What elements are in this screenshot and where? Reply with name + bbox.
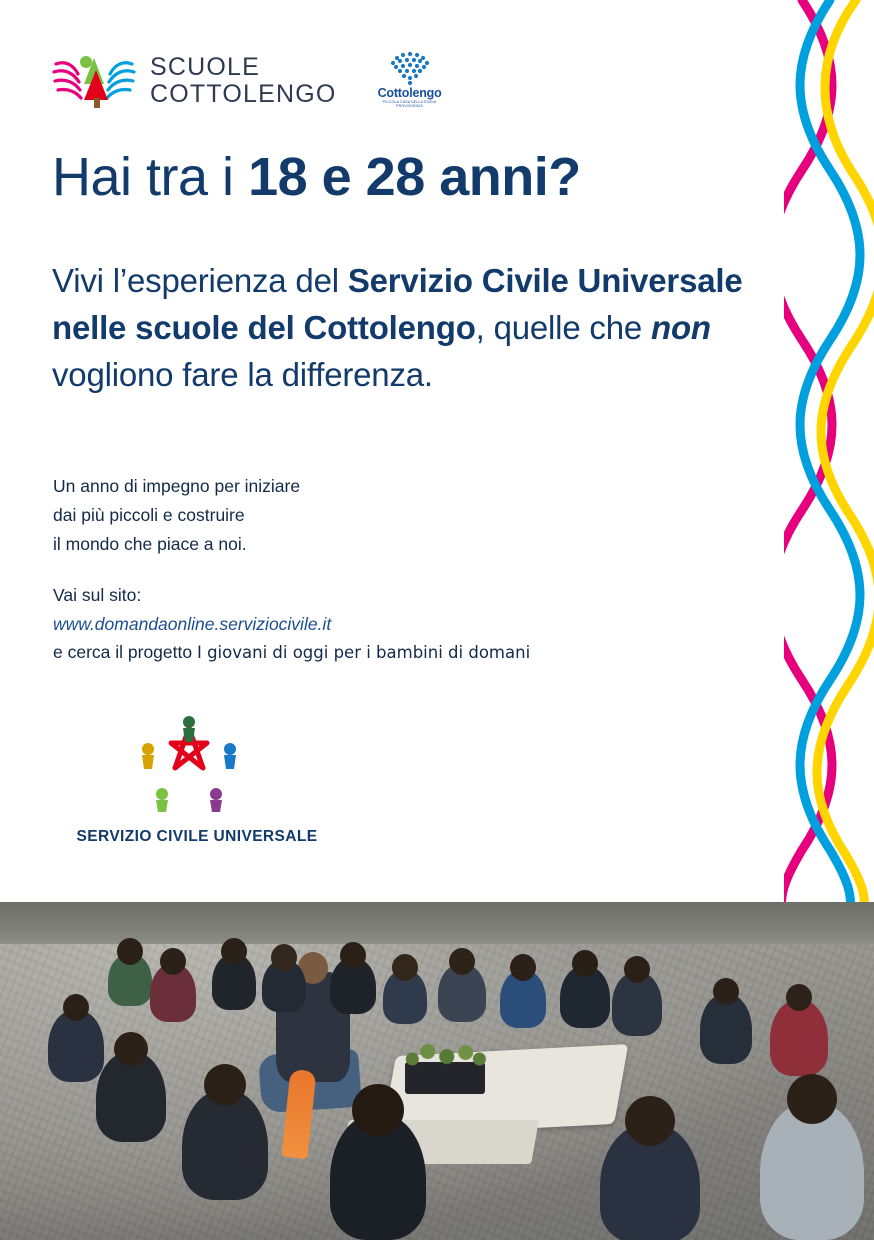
scuole-logo-line2: COTTOLENGO [150, 80, 337, 108]
paragraph-intro [53, 472, 693, 559]
photo-child [330, 958, 376, 1014]
photo-child [150, 964, 196, 1022]
scuole-logo-line1: SCUOLE [150, 53, 261, 81]
intro-line-3: il mondo che piace a noi. [53, 533, 247, 554]
photo-child [48, 1010, 104, 1082]
website-link[interactable]: www.domandaonline.serviziocivile.it [53, 613, 332, 634]
ribbon-svg [784, 0, 874, 910]
photo-child [500, 970, 546, 1028]
photo-child [182, 1090, 268, 1200]
body-copy [53, 472, 693, 667]
photo-child [612, 972, 662, 1036]
subhead-part3: vogliono fare la differenza. [52, 355, 433, 393]
photo-child [108, 954, 152, 1006]
scu-logo-block [52, 712, 342, 846]
cta-line-1: Vai sul sito: [53, 584, 142, 605]
photo-child [760, 1102, 864, 1240]
photo-child [700, 994, 752, 1064]
dotted-heart-icon [371, 48, 449, 88]
photo-child [383, 970, 427, 1024]
subhead-bold: Servizio Civile Universale nelle scuole del Cottolengo [52, 262, 743, 346]
intro-line-1: Un anno di impegno per iniziare [53, 476, 301, 496]
scuole-logo-text [150, 54, 337, 108]
scuole-cottolengo-logo [52, 50, 337, 112]
photo-child [560, 966, 610, 1028]
photo-seedlings [402, 1038, 488, 1068]
cottolengo-wordmark: Cottolengo [377, 86, 442, 100]
subhead-part1: Vivi l’esperienza del [52, 262, 348, 299]
classroom-outdoor-photo [0, 902, 874, 1240]
star-people-icon [114, 712, 264, 812]
photo-child [600, 1124, 700, 1240]
headline-plain: Hai tra i [52, 147, 249, 207]
project-name: I giovani di oggi per i bambini di domani [196, 643, 531, 663]
cottolengo-logo [371, 48, 449, 114]
page-title [52, 148, 752, 206]
photo-child [262, 960, 306, 1012]
photo-child [770, 1000, 828, 1076]
subhead-part2: , quelle che [475, 308, 652, 346]
photo-child [438, 964, 486, 1022]
scu-label: SERVIZIO CIVILE UNIVERSALE [76, 828, 318, 845]
hands-people-icon [52, 50, 136, 112]
ribbon-decoration [784, 0, 874, 910]
cta-line-3 [53, 638, 693, 667]
subhead-italic: non [651, 308, 711, 346]
photo-child [96, 1052, 166, 1142]
headline-bold: 18 e 28 anni? [248, 147, 581, 207]
cta-prefix: e cerca il progetto [53, 642, 197, 663]
subtitle [52, 258, 792, 399]
photo-child [330, 1114, 426, 1240]
photo-child [212, 954, 256, 1010]
cottolengo-tagline: PICCOLA CASA DELLA DIVINA PROVVIDENZA [382, 100, 437, 108]
logo-row [52, 48, 449, 114]
intro-line-2: dai più piccoli e costruire [53, 504, 245, 525]
paragraph-cta [53, 581, 693, 668]
